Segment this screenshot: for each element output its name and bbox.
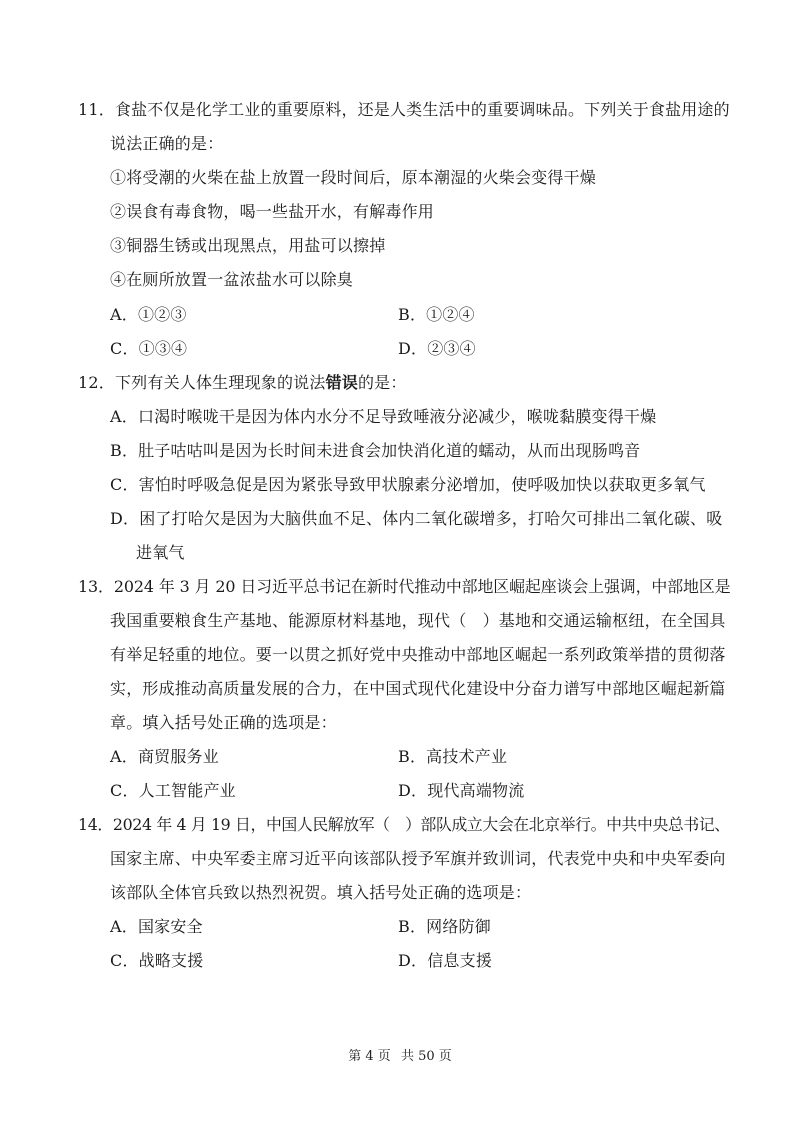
question-stem-line: 2024 年 3 月 20 日习近平总书记在新时代推动中部地区崛起座谈会上强调，中部地区是 [113,577,731,596]
question-number: 14． [78,815,113,834]
emphasis-word: 错误 [325,373,358,392]
statement: ④在厕所放置一盆浓盐水可以除臭 [110,270,354,289]
option-a: A．口渴时喉咙干是因为体内水分不足导致唾液分泌减少，喉咙黏膜变得干燥 [110,407,657,426]
question-stem-line: 说法正确的是： [110,134,224,153]
option-b: B．肚子咕咕叫是因为长时间未进食会加快消化道的蠕动，从而出现肠鸣音 [110,441,641,460]
question-stem-prefix: 下列有关人体生理现象的说法 [114,373,326,392]
page-footer [0,1045,800,1064]
question-stem-line: 章。填入括号处正确的选项是： [110,713,337,732]
option-c: C．害怕时呼吸急促是因为紧张导致甲状腺素分泌增加，使呼吸加快以获取更多氧气 [110,475,706,494]
question-stem-line: 食盐不仅是化学工业的重要原料，还是人类生活中的重要调味品。下列关于食盐用途的 [114,100,730,119]
option-a: A．国家安全 [110,917,203,936]
option-b: B．高技术产业 [398,747,508,766]
question-number: 13． [78,577,114,596]
option-d: D．②③④ [398,339,476,358]
statement: ③铜器生锈或出现黑点，用盐可以擦掉 [110,236,386,255]
page-number: 第 4 页 [348,1049,391,1064]
page-total: 共 50 页 [400,1049,452,1064]
question-stem-suffix: 的是： [357,373,407,392]
question-stem-line: 国家主席、中央军委主席习近平向该部队授予军旗并致训词，代表党中央和中央军委向 [110,849,726,868]
statement: ②误食有毒食物，喝一些盐开水，有解毒作用 [110,202,435,221]
question-stem-line: 该部队全体官兵致以热烈祝贺。填入括号处正确的选项是： [110,883,532,902]
option-d-continued: 进氧气 [136,543,185,562]
option-c: C．战略支援 [110,951,204,970]
question-number: 11． [78,100,115,119]
question-stem-line: 我国重要粮食生产基地、能源原材料基地，现代（ ）基地和交通运输枢纽，在全国具 [110,611,726,630]
option-d: D．困了打哈欠是因为大脑供血不足、体内二氧化碳增多，打哈欠可排出二氧化碳、吸 [110,509,723,528]
question-stem-line: 有举足轻重的地位。要一以贯之抓好党中央推动中部地区崛起一系列政策举措的贯彻落 [110,645,726,664]
question-number: 12． [78,373,115,392]
option-c: C．①③④ [110,339,188,358]
option-a: A．①②③ [110,305,187,324]
statement: ①将受潮的火柴在盐上放置一段时间后，原本潮湿的火柴会变得干燥 [110,168,597,187]
question-stem-line: 2024 年 4 月 19 日，中国人民解放军（ ）部队成立大会在北京举行。中共中央总书记、 [112,815,730,834]
option-b: B．①②④ [398,305,475,324]
option-d: D．信息支援 [398,951,493,970]
question-stem-line: 实，形成推动高质量发展的合力，在中国式现代化建设中分奋力谱写中部地区崛起新篇 [110,679,726,698]
option-a: A．商贸服务业 [110,747,219,766]
option-b: B．网络防御 [398,917,491,936]
option-d: D．现代高端物流 [398,781,525,800]
option-c: C．人工智能产业 [110,781,236,800]
